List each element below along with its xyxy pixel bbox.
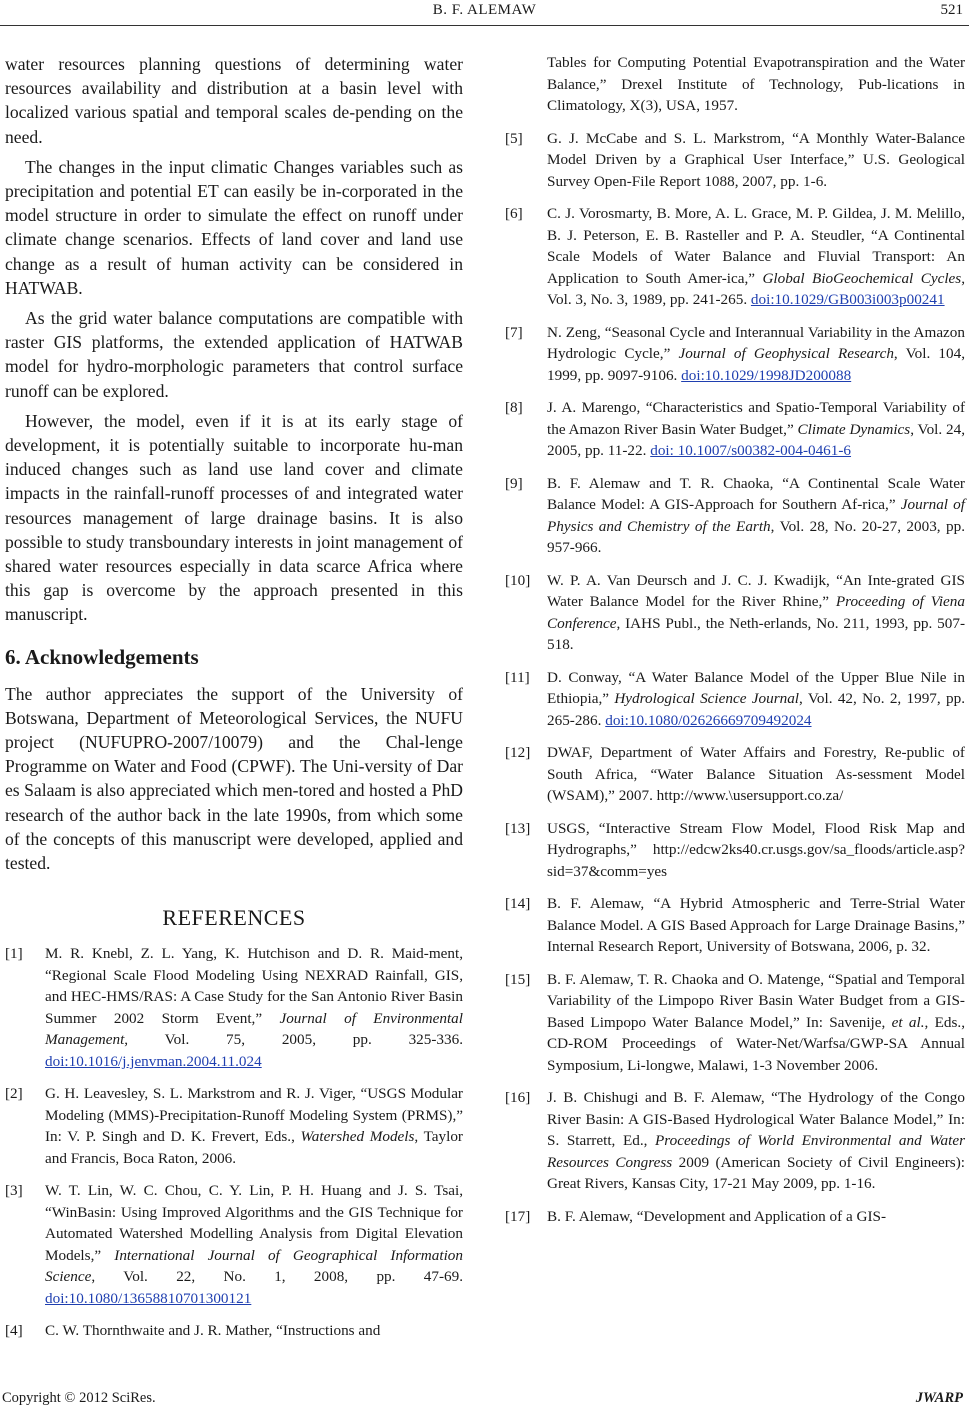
reference-item (505, 128, 965, 193)
reference-text (547, 397, 965, 462)
reference-source-title: Climate Dynamics (797, 420, 911, 438)
page-header (0, 0, 969, 30)
reference-source-title: Proceeding of Viena Conference (547, 593, 965, 632)
reference-details: , Taylor and Francis, Boca Raton, 2006. (45, 1128, 463, 1167)
reference-item (5, 1180, 463, 1309)
reference-details: , Vol. 3, No. 3, 1989, pp. 241-265. (547, 269, 965, 308)
reference-source-title: Hydrological Science Journal (614, 690, 800, 707)
reference-item (5, 1320, 463, 1342)
reference-number: [5] (505, 129, 523, 147)
reference-item (505, 322, 965, 387)
right-column (505, 52, 965, 1238)
reference-text (547, 473, 965, 559)
reference-source-title: et al. (891, 1013, 925, 1031)
reference-text (45, 943, 463, 1072)
reference-details: , Vol. 24, 2005, pp. 11-22. (547, 420, 965, 459)
reference-item (505, 818, 965, 883)
page-number: 521 (940, 2, 963, 18)
reference-item (5, 943, 463, 1072)
reference-body: D. Conway, “A Water Balance Model of the Upper Blue Nile in Ethiopia,” (547, 668, 965, 707)
reference-text (547, 667, 965, 732)
doi-link[interactable]: doi:10.1016/j.jenvman.2004.11.024 (45, 1052, 262, 1070)
reference-number: [12] (505, 744, 531, 761)
reference-item (505, 397, 965, 462)
reference-body: B. F. Alemaw, “A Hybrid Atmospheric and Terre-Strial Water Balance Model. A GIS Based Approach for Large Drainage Basins,” Internal Research Report, University of Botswana, 2006, p. 32. (547, 895, 965, 955)
reference-number: [3] (5, 1182, 23, 1200)
paragraph-gis-compatibility: As the grid water balance computations are compatible with raster GIS platforms, the extended application of HATWAB model for hydro-morphologic parameters that control surface runoff can be explored. (5, 308, 463, 401)
reference-text (547, 52, 965, 117)
reference-text (547, 570, 965, 656)
header-rule (0, 25, 969, 26)
reference-number: [13] (505, 819, 531, 837)
reference-body: M. R. Knebl, Z. L. Yang, K. Hutchison and D. R. Maid-ment, “Regional Scale Flood Modeling Using NEXRAD Rainfall, GIS, and HEC-HMS/RAS: A Case Study for the San Antonio River Basin Summer 2002 Storm Event,” (45, 945, 463, 1027)
reference-body: G. J. McCabe and S. L. Markstrom, “A Monthly Water-Balance Model Driven by a Graphical User Interface,” U.S. Geological Survey Open-File Report 1088, 2007, pp. 1-6. (547, 129, 965, 190)
reference-text (547, 1206, 965, 1228)
reference-number: [2] (5, 1085, 23, 1103)
reference-body: DWAF, Department of Water Affairs and Forestry, Re-public of South Africa, “Water Balance Situation As-sessment Model (WSAM),” 2007. http://www.\usersupport.co.za/ (547, 744, 965, 804)
reference-body: Tables for Computing Potential Evapotranspiration and the Water Balance,” Drexel Institute of Technology, Pub-lications in Climatology, X(3), USA, 1957. (547, 54, 965, 114)
reference-number: [15] (505, 970, 531, 988)
page-footer (0, 1386, 969, 1414)
left-column (5, 52, 463, 1353)
reference-source-title: International Journal of Geographical Information Science (45, 1246, 463, 1286)
reference-body: W. T. Lin, W. C. Chou, C. Y. Lin, P. H. Huang and J. S. Tsai, “WinBasin: Using Improved Algorithms and the GIS Technique for Automated Watershed Modelling Analysis from Digital Elevation Models,” (45, 1182, 463, 1264)
reference-item (505, 667, 965, 732)
reference-details: , Vol. 22, No. 1, 2008, pp. 47-69. (91, 1268, 463, 1286)
reference-source-title: Watershed Models (300, 1128, 415, 1146)
reference-item (505, 893, 965, 958)
reference-body: N. Zeng, “Seasonal Cycle and Interannual Variability in the Amazon Hydrologic Cycle,” (547, 323, 965, 362)
reference-text (547, 1087, 965, 1195)
reference-number: [10] (505, 571, 531, 589)
reference-number: [7] (505, 323, 523, 341)
reference-details: , Vol. 42, No. 2, 1997, pp. 265-286. (547, 690, 966, 729)
reference-number: [4] (5, 1322, 23, 1340)
reference-text (547, 203, 965, 311)
reference-details: , IAHS Publ., the Neth-erlands, No. 211, 1993, pp. 507-518. (547, 614, 965, 653)
reference-details: , Eds., CD-ROM Proceedings of Water-Net/Warfsa/GWP-SA Annual Symposium, Li-longwe, Malawi, 1-3 November 2006. (547, 1013, 966, 1074)
reference-number: [8] (505, 399, 523, 416)
reference-text (45, 1320, 463, 1342)
reference-body: C. W. Thornthwaite and J. R. Mather, “Instructions and (45, 1322, 381, 1340)
references-heading: REFERENCES (162, 905, 306, 931)
journal-abbreviation: JWARP (915, 1390, 963, 1406)
reference-item (505, 1087, 965, 1195)
reference-number: [6] (505, 205, 523, 222)
reference-details: , Vol. 104, 1999, pp. 9097-9106. (547, 345, 965, 384)
doi-link[interactable]: doi:10.1080/13658810701300121 (45, 1289, 252, 1307)
reference-number: [9] (505, 474, 523, 492)
reference-source-title: Global BioGeochemical Cycles (762, 269, 962, 287)
reference-text (547, 128, 965, 193)
reference-item (5, 1083, 463, 1169)
reference-number: [16] (505, 1089, 531, 1106)
reference-body: B. F. Alemaw, T. R. Chaoka and O. Matenge, “Spatial and Temporal Variability of the Limpopo River Basin Water Budget from a GIS-Based Limpopo Water Balance Model,” In: Savenije, (547, 970, 965, 1031)
reference-text (547, 893, 965, 958)
reference-text (547, 742, 965, 807)
reference-body: J. B. Chishugi and B. F. Alemaw, “The Hydrology of the Congo River Basin: A GIS-Based Hydrological Water Balance Model,” In: S. Starrett, Ed., (547, 1089, 965, 1149)
doi-link[interactable]: doi:10.1029/GB003i003p00241 (750, 291, 945, 308)
references-list-right (505, 52, 965, 1227)
reference-details: , Vol. 75, 2005, pp. 325-336. (124, 1031, 463, 1049)
reference-body: J. A. Marengo, “Characteristics and Spatio-Temporal Variability of the Amazon River Basin Water Budget,” (547, 399, 965, 438)
references-list-left (5, 943, 463, 1342)
reference-details: 2009 (American Society of Civil Engineers): Great Rivers, Kansas City, 17-21 May 2009, pp. 1-16. (547, 1153, 965, 1192)
reference-source-title: Journal of Environmental Management (45, 1009, 463, 1049)
reference-body: B. F. Alemaw and T. R. Chaoka, “A Continental Scale Water Balance Model: A GIS-Approach for Southern Af-rica,” (547, 474, 965, 513)
reference-number: [14] (505, 895, 531, 912)
reference-item (505, 969, 965, 1077)
acknowledgements-heading: 6. Acknowledgements (5, 644, 199, 669)
reference-text (45, 1180, 463, 1309)
copyright-notice: Copyright © 2012 SciRes. (2, 1390, 156, 1406)
reference-text (547, 322, 965, 387)
reference-item (505, 570, 965, 656)
paragraph-climate-changes: The changes in the input climatic Changes variables such as precipitation and potential ET can easily be in-corporated in the model structure in order to simulate the effect on runoff under climate change scenarios. Effects of land cover and land use change as a result of human activity can be considered in HATWAB. (5, 156, 463, 298)
reference-number: [11] (505, 668, 530, 686)
paragraph-model-potential: However, the model, even if it is at its early stage of development, it is potentially suitable to incorporate hu-man induced changes such as land use land cover and climate impacts in the rainfall-runoff processes of and integrated water resources management of large drainage basins. It is also possible to study transboundary interests in joint management of shared water resources especially in data scarce Africa where this gap is overcome by the approach presented in this manuscript. (5, 410, 463, 625)
reference-body: B. F. Alemaw, “Development and Application of a GIS- (547, 1207, 887, 1225)
paragraph-continued: water resources planning questions of determining water resources availability and distribution at a basin level with localized various spatial and temporal scales de-pending on the need. (5, 54, 463, 147)
reference-number: [17] (505, 1207, 531, 1225)
reference-source-title: Proceedings of World Environmental and Water Resources Congress (547, 1132, 965, 1171)
doi-link[interactable]: doi:10.1080/02626669709492024 (605, 711, 812, 729)
reference-text (547, 818, 965, 883)
reference-body: USGS, “Interactive Stream Flow Model, Flood Risk Map and Hydrographs,” http://edcw2ks40.cr.usgs.gov/sa_floods/article.asp?sid=37&comm=yes (547, 819, 965, 880)
acknowledgements-text: The author appreciates the support of the University of Botswana, Department of Meteorological Services, the NUFU project (NUFUPRO-2007/10079) and the Chal-lenge Programme on Water and Food (CPWF). The Uni-versity of Dar es Salaam is also appreciated which men-tored and hosted a PhD research of the author back in the late 1990s, from which some of the concepts of this manuscript were developed, applied and tested. (5, 683, 463, 874)
reference-item (505, 742, 965, 807)
reference-body: G. H. Leavesley, S. L. Markstrom and R. J. Viger, “USGS Modular Modeling (MMS)-Precipitation-Runoff Modeling System (PRMS),” In: V. P. Singh and D. K. Frevert, Eds., (45, 1085, 463, 1146)
doi-link[interactable]: doi:10.1029/1998JD200088 (681, 366, 852, 384)
reference-body: W. P. A. Van Deursch and J. C. J. Kwadijk, “An Inte-grated GIS Water Balance Model for the River Rhine,” (547, 571, 965, 610)
reference-details: , Vol. 28, No. 20-27, 2003, pp. 957-966. (547, 517, 965, 556)
reference-body: C. J. Vorosmarty, B. More, A. L. Grace, M. P. Gildea, J. M. Melillo, B. J. Peterson, E. B. Rasteller and P. A. Steudler, “A Continental Scale Models of Water Balance and Fluvial Transport: An Application to South Amer-ica,” (547, 205, 965, 287)
reference-item (505, 1206, 965, 1228)
reference-number: [1] (5, 945, 23, 963)
reference-item (505, 52, 965, 117)
reference-text (45, 1083, 463, 1169)
reference-source-title: Journal of Physics and Chemistry of the Earth (547, 496, 965, 535)
reference-text (547, 969, 965, 1077)
running-head-author: B. F. ALEMAW (432, 2, 537, 18)
reference-item (505, 203, 965, 311)
reference-item (505, 473, 965, 559)
doi-link[interactable]: doi: 10.1007/s00382-004-0461-6 (650, 442, 852, 459)
reference-source-title: Journal of Geophysical Research (678, 345, 894, 362)
